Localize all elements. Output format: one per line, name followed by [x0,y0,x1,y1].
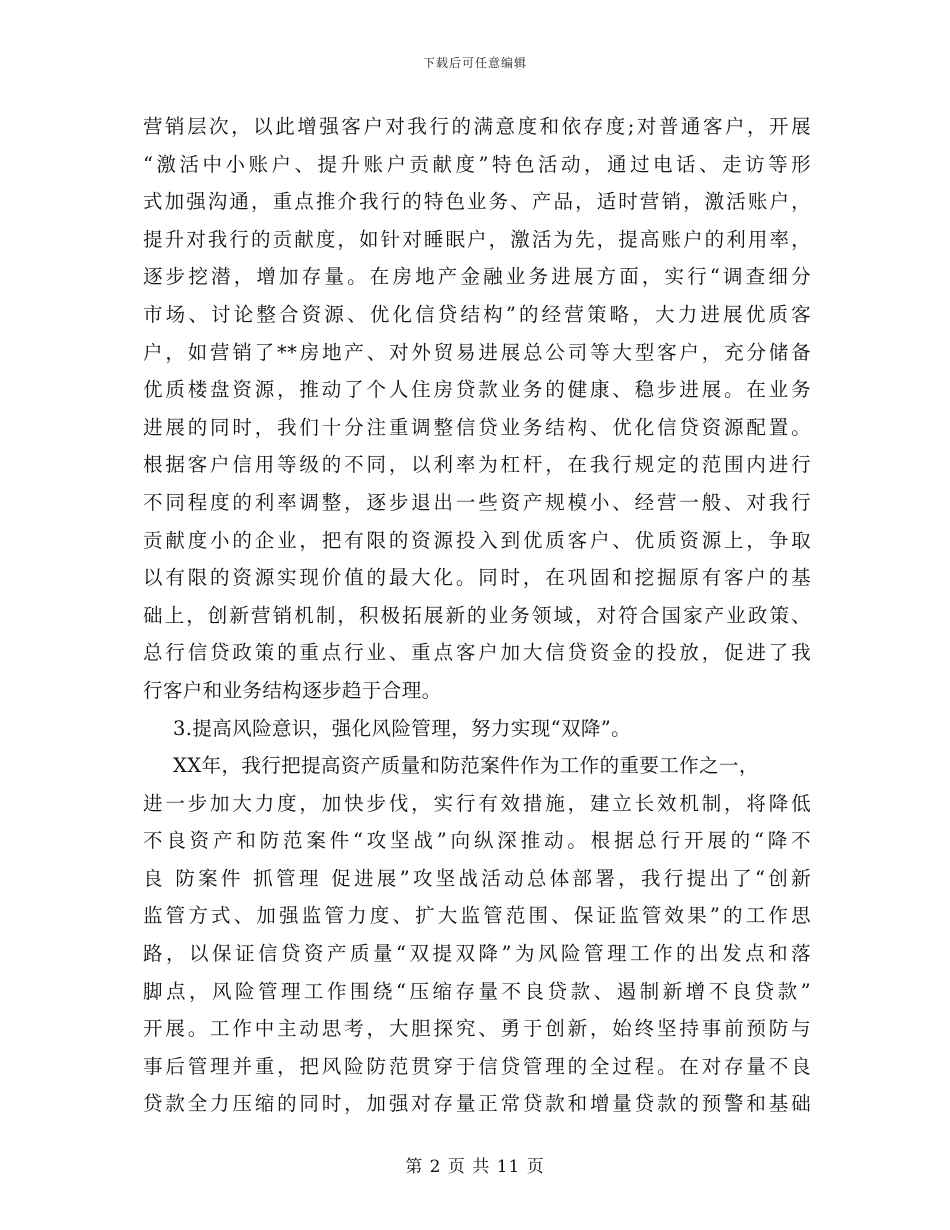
text-line: 脚点，风险管理工作围绕“压缩存量不良贷款、遏制新增不良贷款” [143,979,811,1003]
text-line: 优质楼盘资源，推动了个人住房贷款业务的健康、稳步进展。在业务 [143,378,811,402]
text-line: 进一步加大力度，加快步伐，实行有效措施，建立长效机制，将降低 [143,791,811,815]
text-line: 市场、讨论整合资源、优化信贷结构”的经营策略，大力进展优质客 [143,302,811,326]
text-line: “激活中小账户、提升账户贡献度”特色活动，通过电话、走访等形 [143,152,811,176]
text-line: 贡献度小的企业，把有限的资源投入到优质客户、优质资源上，争取 [143,528,811,552]
text-line: 不同程度的利率调整，逐步退出一些资产规模小、经营一般、对我行 [143,490,811,514]
text-line: 户，如营销了**房地产、对外贸易进展总公司等大型客户，充分储备 [143,340,811,364]
text-line: 式加强沟通，重点推介我行的特色业务、产品，适时营销，激活账户， [143,190,811,214]
text-line: 路，以保证信贷资产质量“双提双降”为风险管理工作的出发点和落 [143,942,811,966]
text-line: 以有限的资源实现价值的最大化。同时，在巩固和挖掘原有客户的基 [143,566,811,590]
document-body [143,108,811,1123]
page-header: 下载后可任意编辑 [422,56,527,70]
text-line: 监管方式、加强监管力度、扩大监管范围、保证监管效果”的工作思 [143,904,811,928]
text-line: 提升对我行的贡献度，如针对睡眠户，激活为先，提高账户的利用率， [143,227,811,251]
text-line: 贷款全力压缩的同时，加强对存量正常贷款和增量贷款的预警和基础 [143,1092,811,1116]
text-line: 开展。工作中主动思考，大胆探究、勇于创新，始终坚持事前预防与 [143,1017,811,1041]
section-heading: 3.提高风险意识，强化风险管理，努力实现“双降”。 [173,716,632,740]
page-number: 第 2 页 共 11 页 [405,1157,545,1177]
text-line: 根据客户信用等级的不同，以利率为杠杆，在我行规定的范围内进行 [143,453,811,477]
text-line: 逐步挖潜，增加存量。在房地产金融业务进展方面，实行“调查细分 [143,265,811,289]
text-line: 进展的同时，我们十分注重调整信贷业务结构、优化信贷资源配置。 [143,415,811,439]
text-line: 总行信贷政策的重点行业、重点客户加大信贷资金的投放，促进了我 [143,641,811,665]
text-line: 不良资产和防范案件“攻坚战”向纵深推动。根据总行开展的“降不 [143,829,811,853]
text-line: 础上，创新营销机制，积极拓展新的业务领域，对符合国家产业政策、 [143,603,811,627]
text-line: 营销层次，以此增强客户对我行的满意度和依存度;对普通客户，开展 [143,115,811,138]
text-line: 良 防案件 抓管理 促进展”攻坚战活动总体部署，我行提出了“创新 [143,866,811,890]
text-line: 行客户和业务结构逐步趋于合理。 [143,678,442,702]
text-line: 事后管理并重，把风险防范贯穿于信贷管理的全过程。在对存量不良 [143,1054,811,1078]
text-line: XX年，我行把提高资产质量和防范案件作为工作的重要工作之一， [173,754,759,778]
